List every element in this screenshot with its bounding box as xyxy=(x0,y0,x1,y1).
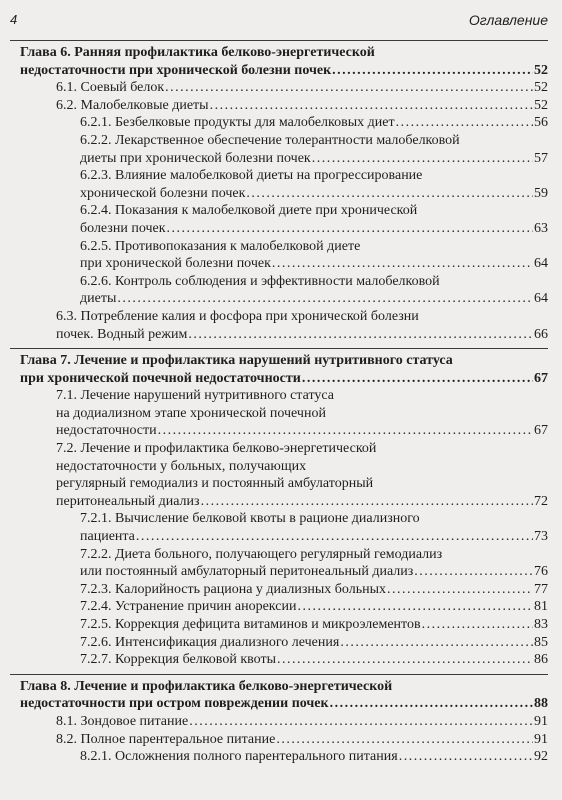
dot-leader xyxy=(189,713,533,731)
toc-entry-line: 7.2.1. Вычисление белковой квоты в рационе диализного xyxy=(80,511,420,527)
subsection-entry xyxy=(20,273,548,308)
section-entry xyxy=(20,308,548,343)
dot-leader xyxy=(165,79,533,97)
toc-entry-line: или постоянный амбулаторный перитонеальный диализ xyxy=(80,564,414,580)
dot-leader xyxy=(387,581,533,599)
toc-entry-line: почек. Водный режим xyxy=(56,326,188,342)
chapter-block xyxy=(10,349,548,674)
subsection-entry xyxy=(20,510,548,545)
dot-leader xyxy=(277,651,533,669)
dot-leader xyxy=(272,255,533,273)
toc-entry-line: 7.2.4. Устранение причин анорексии xyxy=(80,599,297,615)
toc-page-number: 81 xyxy=(534,599,548,615)
toc-entry-line: 7.2.6. Интенсификация диализного лечения xyxy=(80,634,340,650)
toc-page-number: 67 xyxy=(534,423,548,439)
toc-entry-line: перитонеальный диализ xyxy=(56,493,200,509)
dot-leader xyxy=(210,97,533,115)
dot-leader xyxy=(246,185,533,203)
toc-entry-line: Глава 6. Ранняя профилактика белково-энергетической xyxy=(20,45,375,60)
dot-leader xyxy=(340,634,533,652)
toc-entry-line: диеты xyxy=(80,291,117,307)
toc-entry-line: недостаточности у больных, получающих xyxy=(56,458,307,474)
subsection-entry xyxy=(20,167,548,202)
toc-entry-line: 6.2. Малобелковые диеты xyxy=(56,97,209,113)
dot-leader xyxy=(302,370,533,388)
toc-entry-line: 6.2.1. Безбелковые продукты для малобелковых диет xyxy=(80,115,395,131)
toc-entry-line: 6.1. Соевый белок xyxy=(56,80,165,96)
subsection-entry xyxy=(20,238,548,273)
dot-leader xyxy=(276,731,533,749)
chapter-title xyxy=(20,352,548,387)
toc-page-number: 64 xyxy=(534,256,548,272)
subsection-entry xyxy=(20,546,548,581)
toc-page-number: 67 xyxy=(534,370,548,386)
toc-entry-line: недостаточности при остром повреждении почек xyxy=(20,696,329,712)
toc-page-number: 56 xyxy=(534,115,548,131)
toc-entry-line: 6.2.2. Лекарственное обеспечение толерантности малобелковой xyxy=(80,132,460,148)
toc-page-number: 92 xyxy=(534,749,548,765)
toc-page-number: 72 xyxy=(534,493,548,509)
dot-leader xyxy=(158,422,533,440)
subsection-entry xyxy=(20,651,548,669)
toc-page-number: 52 xyxy=(534,62,548,78)
page-number: 4 xyxy=(10,12,18,27)
subsection-entry xyxy=(20,114,548,132)
toc-entry-line: Глава 8. Лечение и профилактика белково-энергетической xyxy=(20,678,393,694)
chapter-title xyxy=(20,678,548,713)
toc-page-number: 85 xyxy=(534,634,548,650)
toc-page-number: 77 xyxy=(534,581,548,597)
toc-page-number: 86 xyxy=(534,652,548,668)
subsection-entry xyxy=(20,616,548,634)
toc-entry-line: 7.2.2. Диета больного, получающего регулярный гемодиализ xyxy=(80,546,443,562)
dot-leader xyxy=(414,563,533,581)
section-entry xyxy=(20,79,548,97)
toc-page-number: 66 xyxy=(534,326,548,342)
subsection-entry xyxy=(20,748,548,766)
toc-entry-line: 6.3. Потребление калия и фосфора при хронической болезни xyxy=(56,308,419,324)
subsection-entry xyxy=(20,581,548,599)
dot-leader xyxy=(422,616,533,634)
toc-entry-line: 6.2.5. Противопоказания к малобелковой диете xyxy=(80,238,361,254)
toc-entry-line: 8.2.1. Осложнения полного парентерального питания xyxy=(80,749,398,765)
section-entry xyxy=(20,713,548,731)
toc-entry-line: 7.2.7. Коррекция белковой квоты xyxy=(80,652,276,668)
dot-leader xyxy=(167,220,533,238)
toc-entry-line: 7.2.3. Калорийность рациона у диализных больных xyxy=(80,581,386,597)
dot-leader xyxy=(136,528,533,546)
toc-entry-line: болезни почек xyxy=(80,220,166,236)
toc-page-number: 76 xyxy=(534,564,548,580)
toc-entry-line: 7.2.5. Коррекция дефицита витаминов и микроэлементов xyxy=(80,617,421,632)
chapter-block xyxy=(10,41,548,348)
toc-entry-line: диеты при хронической болезни почек xyxy=(80,150,311,166)
toc-page-number: 91 xyxy=(534,713,548,729)
toc-entry-line: недостаточности при хронической болезни почек xyxy=(20,62,332,78)
toc-entry-line: при хронической болезни почек xyxy=(80,256,271,272)
dot-leader xyxy=(297,598,533,616)
chapter-block xyxy=(10,675,548,771)
section-entry xyxy=(20,97,548,115)
dot-leader xyxy=(312,150,533,168)
toc-entry-line: на додиализном этапе хронической почечной xyxy=(56,405,326,421)
toc-entry-line: регулярный гемодиализ и постоянный амбулаторный xyxy=(56,476,374,492)
dot-leader xyxy=(399,748,533,766)
running-header-title: Оглавление xyxy=(468,12,548,28)
subsection-entry xyxy=(20,202,548,237)
toc-entry-line: 7.1. Лечение нарушений нутритивного статуса xyxy=(56,388,334,404)
section-entry xyxy=(20,387,548,440)
toc-page-number: 83 xyxy=(534,617,548,632)
toc-page-number: 73 xyxy=(534,529,548,545)
toc-entry-line: 6.2.6. Контроль соблюдения и эффективности малобелковой xyxy=(80,273,440,289)
toc-page-number: 63 xyxy=(534,220,548,236)
subsection-entry xyxy=(20,634,548,652)
toc-entry-line: при хронической почечной недостаточности xyxy=(20,370,301,386)
dot-leader xyxy=(188,326,533,344)
toc-entry-line: 8.2. Полное парентеральное питание xyxy=(56,731,276,747)
toc-page-number: 52 xyxy=(534,80,548,96)
table-of-contents xyxy=(10,40,548,800)
toc-entry-line: недостаточности xyxy=(56,423,157,439)
toc-entry-line: 8.1. Зондовое питание xyxy=(56,713,189,729)
toc-page-number: 57 xyxy=(534,150,548,166)
toc-page-number: 59 xyxy=(534,185,548,201)
dot-leader xyxy=(332,62,533,80)
toc-page-number: 64 xyxy=(534,291,548,307)
toc-entry-line: хронической болезни почек xyxy=(80,185,246,201)
section-entry xyxy=(20,440,548,510)
dot-leader xyxy=(396,114,533,132)
toc-entry-line: 6.2.4. Показания к малобелковой диете при хронической xyxy=(80,203,418,219)
dot-leader xyxy=(201,493,533,511)
toc-page-number: 91 xyxy=(534,731,548,747)
section-entry xyxy=(20,731,548,749)
toc-entry-line: 7.2. Лечение и профилактика белково-энергетической xyxy=(56,441,377,457)
dot-leader xyxy=(330,695,533,713)
subsection-entry xyxy=(20,132,548,167)
toc-entry-line: Глава 7. Лечение и профилактика нарушений нутритивного статуса xyxy=(20,353,453,369)
toc-entry-line: 6.2.3. Влияние малобелковой диеты на прогрессирование xyxy=(80,168,423,184)
toc-page-number: 52 xyxy=(534,97,548,113)
subsection-entry xyxy=(20,598,548,616)
toc-page-number: 88 xyxy=(534,696,548,712)
chapter-title xyxy=(20,44,548,79)
toc-entry-line: пациента xyxy=(80,529,135,545)
dot-leader xyxy=(117,290,533,308)
